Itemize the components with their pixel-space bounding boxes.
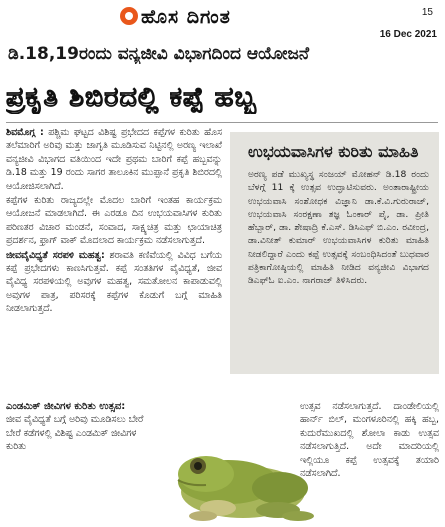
- article-column-left: [6, 126, 222, 398]
- headline-kicker: ಡಿ.18,19ರಂದು ವನ್ಯಜೀವಿ ವಿಭಾಗದಿಂದ ಆಯೋಜನೆ: [8, 44, 310, 64]
- article-column-bottom-right: ಉತ್ಸವ ನಡೆಸಲಾಗುತ್ತದೆ. ದಾಂಡೇಲಿಯಲ್ಲಿ ಹಾರ್ನ್ ಬಿಲ್, ಮಂಗಳೂರಿನಲ್ಲಿ ಹಕ್ಕಿ ಹಬ್ಬ, ಕುದುರೆಮುಖದಲ್ಲಿ ಶೋಲಾ ಕಾಡು ಉತ್ಸವ ನಡೆಸಲಾಗುತ್ತಿದೆ. ಅದೇ ಮಾದರಿಯಲ್ಲಿ ಇಲ್ಲಿಯೂ ಕಪ್ಪೆ ಉತ್ಸವಕ್ಕೆ ತಯಾರಿ ನಡೆಸಲಾಗಿದೆ.: [300, 401, 439, 480]
- paragraph-4: ಜೀವ ವೈವಿಧ್ಯತೆ ಬಗ್ಗೆ ಅರಿವು ಮೂಡಿಸಲು ಬೇರೆ ಬೇರೆ ಕಡೆಗಳಲ್ಲಿ ವಿಶಿಷ್ಟ ಎಂಡಮಿಕ್ ಜೀವಿಗಳ ಕುರಿತು: [6, 414, 144, 453]
- paragraph-1: [6, 126, 222, 193]
- info-box: [230, 132, 439, 374]
- paragraph-1-text: ಪಶ್ಚಿಮ ಘಟ್ಟದ ವಿಶಿಷ್ಟ ಪ್ರಭೇದದ ಕಪ್ಪೆಗಳ ಕುರಿತು ಹೊಸ ತಲೆಮಾರಿಗೆ ಅರಿವು ಮತ್ತು ಜಾಗೃತಿ ಮೂಡಿಸುವ ನಿಟ್ಟಿನಲ್ಲಿ ಅರಣ್ಯ ಇಲಾಖೆ ವನ್ಯಜೀವಿ ವಿಭಾಗದ ವತಿಯಿಂದ ಇದೇ ಪ್ರಥಮ ಬಾರಿಗೆ ಕಪ್ಪೆ ಹಬ್ಬವನ್ನು ಡಿ.18 ಮತ್ತು 19 ರಂದು ಸಾಗರ ತಾಲೂಕಿನ ಮುಪ್ಪಾನೆ ಪ್ರಕೃತಿ ಶಿಬಿರದಲ್ಲಿ ಆಯೋಜಿಸಲಾಗಿದೆ.: [6, 127, 222, 192]
- divider: [6, 122, 438, 123]
- newspaper-logo: [120, 6, 231, 28]
- issue-date: 16 Dec 2021: [379, 29, 437, 40]
- headline-main: ಪ್ರಕೃತಿ ಶಿಬಿರದಲ್ಲಿ ಕಪ್ಪೆ ಹಬ್ಬ: [6, 82, 257, 113]
- info-box-title: ಉಭಯವಾಸಿಗಳ ಕುರಿತು ಮಾಹಿತಿ: [248, 142, 419, 161]
- paragraph-2: ಕಪ್ಪೆಗಳ ಕುರಿತು ರಾಜ್ಯದಲ್ಲೇ ಮೊದಲ ಬಾರಿಗೆ ಇಂತಹ ಕಾರ್ಯಕ್ರಮ ಆಯೋಜನೆ ಮಾಡಲಾಗಿದೆ. ಈ ಎರಡೂ ದಿನ ಉಭಯವಾಸಿಗಳ ಕುರಿತು ಪರಿಣತರ ವಿಚಾರ ಮಂಡನೆ, ಸಂವಾದ, ಸಾಕ್ಷ್ಯಚಿತ್ರ ಮತ್ತು ಛಾಯಾಚಿತ್ರ ಪ್ರದರ್ಶನ, ಫ್ರಾಗ್ ವಾಕ್ ಮೊದಲಾದ ಕಾರ್ಯಕ್ರಮ ನಡೆಸಲಾಗುತ್ತದೆ.: [6, 195, 222, 247]
- sun-logo-icon: [120, 7, 138, 25]
- subheading-endemic: ಎಂಡಮಿಕ್ ಜೀವಿಗಳ ಕುರಿತು ಉತ್ಸವ:: [6, 401, 126, 412]
- masthead: [0, 0, 445, 40]
- dateline: ಶಿವಮೊಗ್ಗ :: [6, 127, 44, 138]
- logo-text: ಹೊಸ ದಿಗಂತ: [141, 6, 231, 28]
- subheading-biodiversity: ಜೀವವೈವಿಧ್ಯತೆ ಸರಪಳಿ ಮಹತ್ವ:: [6, 249, 105, 261]
- page-number: 15: [421, 7, 433, 18]
- paragraph-3-text: ಶರಾವತಿ ಕಣಿವೆಯಲ್ಲಿ ವಿವಿಧ ಬಗೆಯ ಕಪ್ಪೆ ಪ್ರಭೇದಗಳು ಕಾಣಸಿಗುತ್ತವೆ. ಕಪ್ಪೆ ಸಂತತಿಗಳ ವೈವಿಧ್ಯತೆ, ಜೀವ ವೈವಿಧ್ಯ ಸರಪಳಿಯಲ್ಲಿ ಅವುಗಳ ಮಹತ್ವ, ಸಮತೋಲನ ಕಾಪಾಡುವಲ್ಲಿ ಅವುಗಳ ಪಾತ್ರ, ಪರಿಸರಕ್ಕೆ ಕಪ್ಪೆಗಳ ಕೊಡುಗೆ ಬಗ್ಗೆ ಮಾಹಿತಿ ನೀಡಲಾಗುತ್ತದೆ.: [6, 249, 222, 315]
- frog-photo: [158, 430, 328, 525]
- info-box-body: ಅರಣ್ಯ ಪಡೆ ಮುಖ್ಯಸ್ಥ ಸಂಜಯ್ ಮೋಹನ್ ಡಿ.18 ರಂದು ಬೆಳಗ್ಗೆ 11 ಕ್ಕೆ ಉತ್ಸವ ಉದ್ಘಾಟಿಸುವರು. ಅಂತಾರಾಷ್ಟ್ರೀಯ ಉಭಯವಾಸಿ ಸಂಶೋಧಕ ವಿಜ್ಞಾನಿ ಡಾ.ಕೆ.ವಿ.ಗುರುರಾಜ್, ಉಭಯವಾಸಿ ಸಂರಕ್ಷಣಾ ತಜ್ಞ ಓಂಕಾರ್ ಪೈ, ಡಾ. ಪ್ರೀತಿ ಹೆಬ್ಬಾರ್, ಡಾ. ಶೇಷಾದ್ರಿ ಕೆ.ಎಸ್. ಡಿಸಿಎಫ್ ಬಿ.ಎಂ. ರವೀಂದ್ರ, ಡಾ.ವಿನೀತ್ ಕುಮಾರ್ ಉಭಯವಾಸಿಗಳ ಕುರಿತು ಮಾಹಿತಿ ನೀಡಲಿದ್ದಾರೆ ಎಂದು ಕಪ್ಪೆ ಉತ್ಸವಕ್ಕೆ ಸಂಬಂಧಿಸಿದಂತೆ ಬುಧವಾರ ಪತ್ರಿಕಾಗೋಷ್ಠಿಯಲ್ಲಿ ಮಾಹಿತಿ ನೀಡಿದ ವನ್ಯಜೀವಿ ವಿಭಾಗದ ಡಿಎಫ್‌ಓ ಐ.ಎಂ. ನಾಗರಾಜ್ ತಿಳಿಸಿದರು.: [248, 169, 429, 287]
- paragraph-3: [6, 249, 222, 316]
